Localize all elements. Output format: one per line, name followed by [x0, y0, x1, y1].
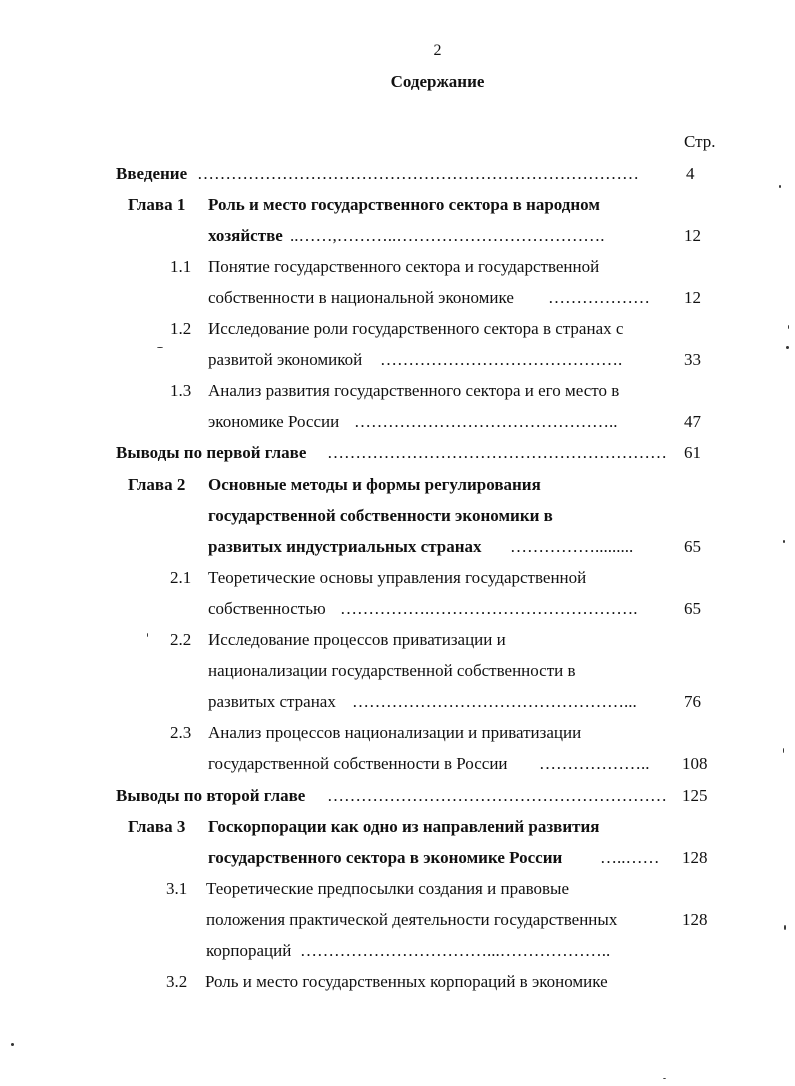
- toc-chapter-2-line2: государственной собственности экономики в: [208, 506, 553, 525]
- toc-chapter-2-dots: …………….........: [510, 537, 634, 556]
- scan-speck: [11, 1043, 14, 1046]
- toc-section-1-2-dots: …………………………………….: [380, 350, 623, 369]
- toc-section-2-3-line2: государственной собственности в России: [208, 754, 508, 773]
- toc-chapter-2-line1: Основные методы и формы регулирования: [208, 475, 541, 494]
- toc-chapter-1-line1: Роль и место государственного сектора в народном: [208, 195, 600, 214]
- toc-chapter-2-page: 65: [684, 537, 701, 556]
- toc-chapter-3-dots: …..……: [600, 848, 660, 867]
- scan-speck: [157, 347, 163, 348]
- toc-section-1-3-page: 47: [684, 412, 701, 431]
- toc-section-2-1-number: 2.1: [170, 568, 192, 587]
- toc-chapter-1-line2: хозяйстве: [208, 226, 283, 245]
- toc-section-1-1-dots: ………………: [548, 288, 650, 307]
- toc-section-1-3-number: 1.3: [170, 381, 192, 400]
- scan-speck: [788, 325, 789, 329]
- toc-section-3-1-line1: Теоретические предпосылки создания и правовые: [206, 879, 570, 898]
- toc-conclusions-2-label: Выводы по второй главе: [116, 786, 306, 805]
- toc-section-1-3-line2: экономике России: [208, 412, 340, 431]
- toc-section-1-1-number: 1.1: [170, 257, 192, 276]
- toc-section-3-1-page: 128: [682, 910, 708, 929]
- toc-section-2-3-number: 2.3: [170, 723, 192, 742]
- toc-conclusions-1-page: 61: [684, 443, 701, 462]
- toc-chapter-3-line2: государственного сектора в экономике России: [208, 848, 563, 867]
- scan-speck: [784, 925, 786, 930]
- toc-section-2-3-dots: ………………..: [539, 754, 650, 773]
- toc-conclusions-2-page: 125: [682, 786, 708, 805]
- toc-chapter-3-page: 128: [682, 848, 708, 867]
- toc-chapter-3-number: Глава 3: [128, 817, 186, 836]
- toc-chapter-2-line3: развитых индустриальных странах: [208, 537, 482, 556]
- toc-conclusions-2-dots: ……………………………………………………: [327, 786, 667, 805]
- toc-section-2-3-page: 108: [682, 754, 708, 773]
- page-number: 2: [433, 42, 442, 59]
- toc-section-2-1-dots: …………….……………………………….: [340, 599, 638, 618]
- toc-section-3-1-dots: ……………………………...………………..: [300, 941, 611, 960]
- scan-speck: [786, 346, 789, 349]
- scan-speck: [779, 185, 781, 188]
- toc-section-3-1-line3: корпораций: [206, 941, 292, 960]
- toc-section-2-2-line2: национализации государственной собственности в: [208, 661, 576, 680]
- toc-section-2-1-page: 65: [684, 599, 701, 618]
- toc-chapter-1-page: 12: [684, 226, 701, 245]
- scan-speck: [783, 540, 785, 543]
- toc-section-1-2-line1: Исследование роли государственного сектора в странах с: [208, 319, 624, 338]
- toc-section-2-2-number: 2.2: [170, 630, 192, 649]
- toc-intro-page: 4: [686, 164, 695, 183]
- scan-speck: [147, 633, 148, 637]
- toc-section-1-2-page: 33: [684, 350, 701, 369]
- scan-speck: [783, 748, 784, 753]
- toc-section-2-1-line1: Теоретические основы управления государственной: [208, 568, 587, 587]
- toc-chapter-2-number: Глава 2: [128, 475, 186, 494]
- toc-intro-label: Введение: [116, 164, 188, 183]
- toc-section-1-1-page: 12: [684, 288, 701, 307]
- toc-section-1-3-dots: ………………………………………..: [354, 412, 618, 431]
- toc-section-1-2-number: 1.2: [170, 319, 192, 338]
- toc-section-3-1-line2: положения практической деятельности государственных: [206, 910, 618, 929]
- toc-section-2-2-line1: Исследование процессов приватизации и: [208, 630, 506, 649]
- toc-section-1-3-line1: Анализ развития государственного сектора и его место в: [208, 381, 620, 400]
- toc-section-2-1-line2: собственностью: [208, 599, 326, 618]
- toc-chapter-1-number: Глава 1: [128, 195, 186, 214]
- toc-section-3-2-number: 3.2: [166, 972, 188, 991]
- toc-section-2-3-line1: Анализ процессов национализации и приватизации: [208, 723, 582, 742]
- toc-section-3-1-number: 3.1: [166, 879, 188, 898]
- toc-section-1-1-line2: собственности в национальной экономике: [208, 288, 514, 307]
- toc-chapter-1-dots: ..……,………..……………………………….: [290, 226, 605, 245]
- toc-conclusions-1-label: Выводы по первой главе: [116, 443, 307, 462]
- scan-speck: [663, 1078, 666, 1079]
- toc-section-1-2-line2: развитой экономикой: [208, 350, 363, 369]
- page-column-header: Стр.: [684, 132, 716, 151]
- toc-section-2-2-page: 76: [684, 692, 701, 711]
- toc-section-1-1-line1: Понятие государственного сектора и государственной: [208, 257, 600, 276]
- toc-chapter-3-line1: Госкорпорации как одно из направлений развития: [208, 817, 600, 836]
- toc-intro-dots: ……………………………………………………………………: [197, 164, 639, 183]
- page-title: Содержание: [390, 72, 485, 91]
- toc-section-2-2-dots: …………………………………………...: [352, 692, 637, 711]
- toc-section-2-2-line3: развитых странах: [208, 692, 336, 711]
- toc-conclusions-1-dots: ……………………………………………………: [327, 443, 667, 462]
- toc-section-3-2-line1: Роль и место государственных корпораций в экономике: [205, 972, 608, 991]
